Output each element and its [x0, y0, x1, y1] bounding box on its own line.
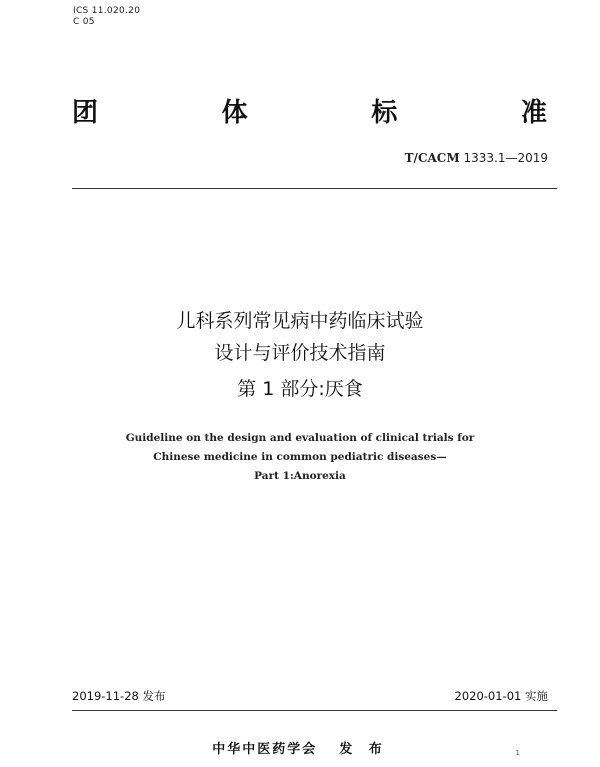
ccs-code: C 05 [73, 17, 95, 27]
publisher-line [0, 738, 600, 757]
footer-divider [72, 710, 557, 711]
title-cn-line-3: 第 1 部分:厌食 [237, 378, 363, 400]
ics-classification [73, 6, 140, 28]
title-en-line-1: Guideline on the design and evaluation of clinical trials for [125, 432, 475, 444]
standard-type-char: 体 [221, 98, 249, 128]
standard-type-heading [72, 92, 548, 126]
publish-label: 发 布 [339, 742, 388, 757]
header-divider [72, 188, 557, 189]
standard-type-char: 标 [371, 98, 399, 128]
publisher-name: 中华中医药学会 [212, 742, 318, 757]
page-number: 1 [515, 749, 520, 757]
title-en-line-3: Part 1:Anorexia [254, 470, 346, 482]
implement-date: 2020-01-01 实施 [454, 689, 548, 703]
standard-number [405, 151, 548, 165]
title-en-line-2: Chinese medicine in common pediatric diseases— [153, 451, 447, 463]
standard-code: T/CACM [404, 151, 460, 165]
standard-number-value: 1333.1—2019 [463, 151, 548, 165]
issue-date: 2019-11-28 发布 [72, 689, 166, 703]
standard-type-char: 团 [72, 98, 100, 128]
title-cn-line-2: 设计与评价技术指南 [214, 342, 386, 364]
title-cn-line-1: 儿科系列常见病中药临床试验 [176, 310, 424, 332]
standard-type-char: 准 [520, 98, 548, 128]
ics-code: ICS 11.020.20 [73, 6, 141, 16]
